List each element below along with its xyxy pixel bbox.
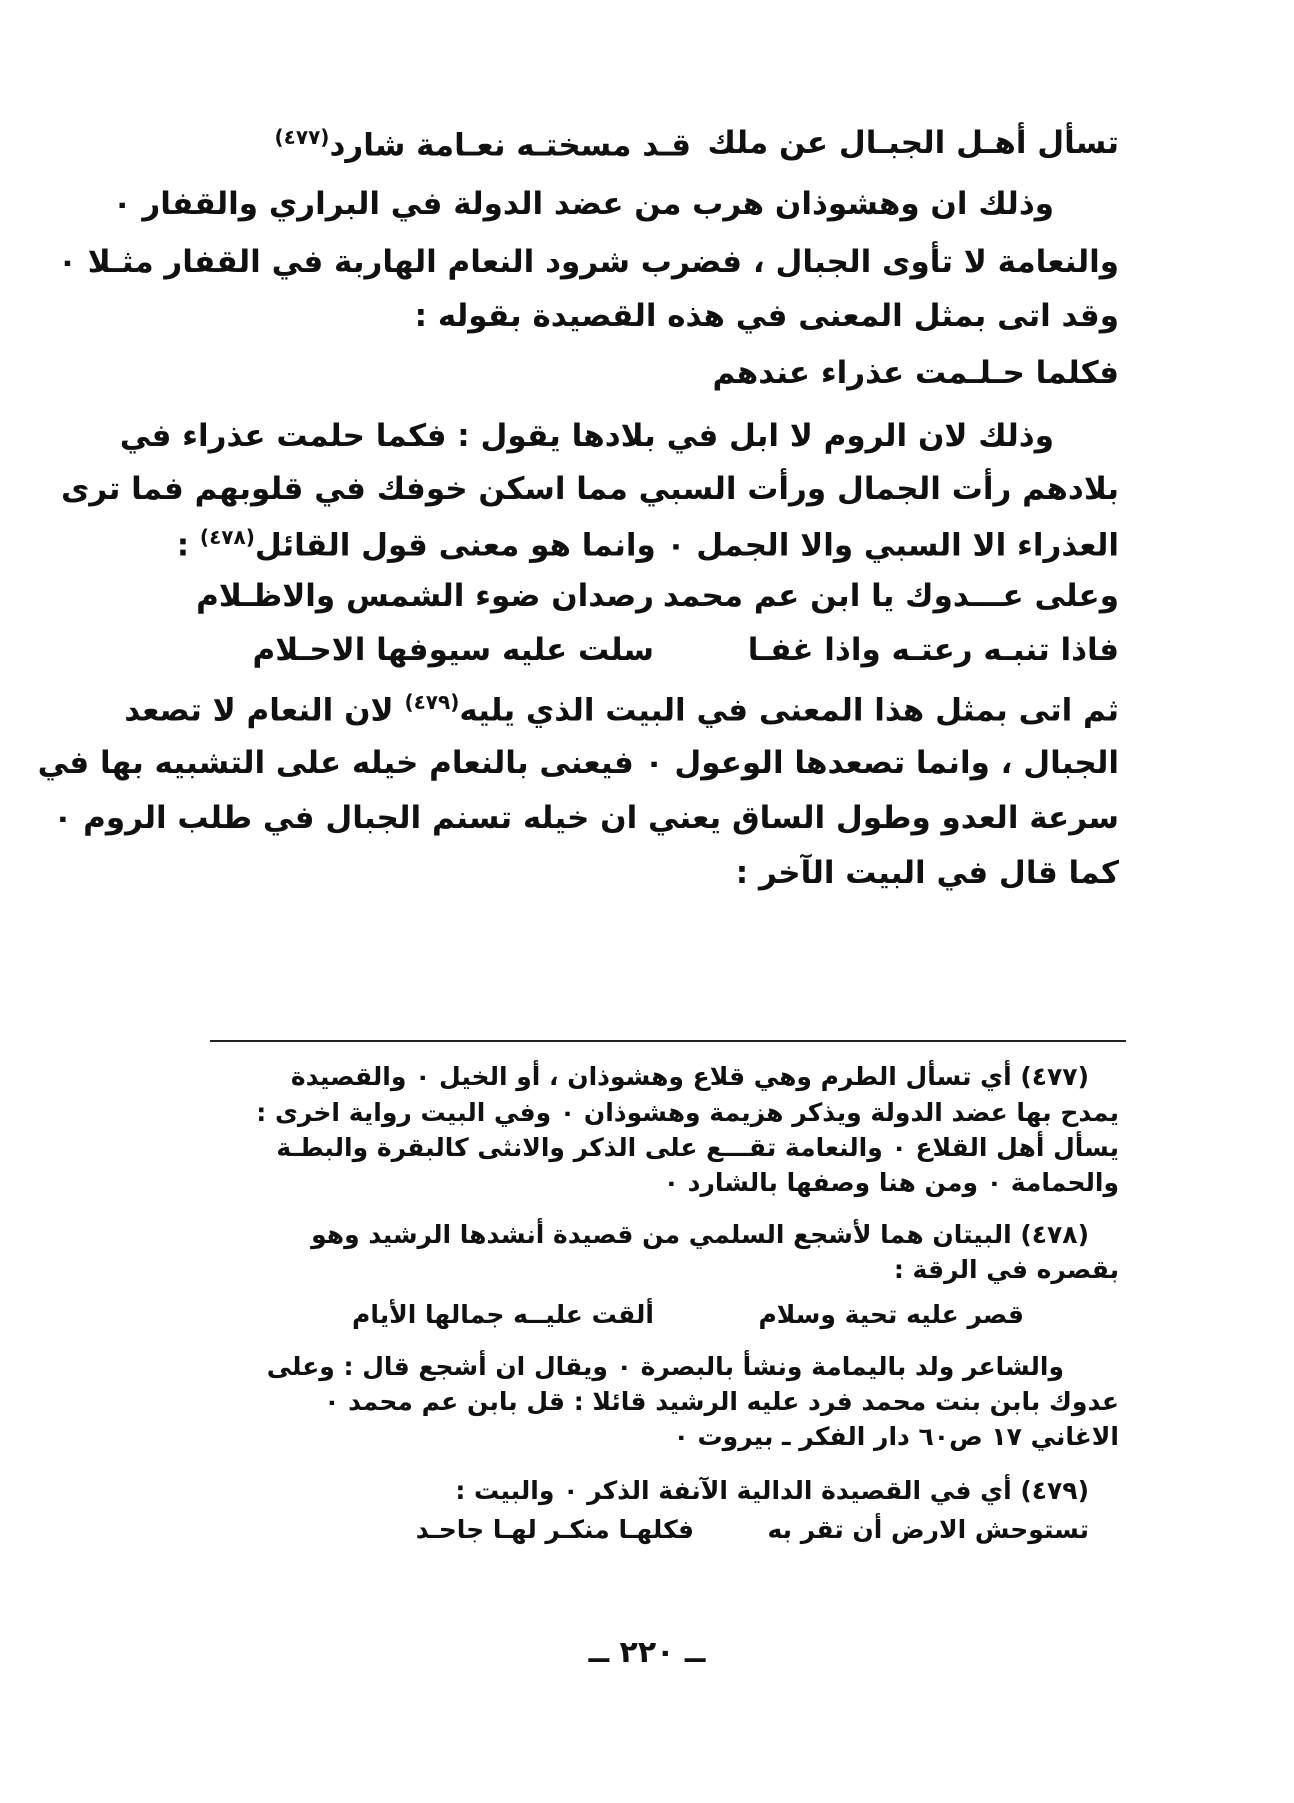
body-line: سرعة العدو وطول الساق يعني ان خيله تسنم الجبال في طلب الروم ٠ [53, 800, 1119, 836]
body-line: بلادهم رأت الجمال ورأت السبي مما اسكن خوفك في قلوبهم فما ترى [61, 471, 1119, 507]
body-line: وقد اتى بمثل المعنى في هذه القصيدة بقوله : [414, 298, 1119, 334]
footnote-ref-478: (٤٧٨) [199, 525, 255, 549]
footnote-479-verse-first: تستوحش الارض أن تقر به [767, 1515, 1089, 1544]
verse-quote: فكلما حـلـمت عذراء عندهم [712, 355, 1119, 391]
footnote-478-verse-first: قصر عليه تحية وسلام [758, 1300, 1024, 1329]
footnote-line: (٤٧٨) البيتان هما لأشجع السلمي من قصيدة أنشدها الرشيد وهو [311, 1220, 1089, 1249]
poem-478-line2-first: فاذا تنبـه رعتـه واذا غفـا [747, 632, 1119, 668]
body-line-479: ثم اتى بمثل هذا المعنى في البيت الذي يليه$^{(٤٧٩)}$ لان النعام لا تصعد [124, 690, 1119, 729]
page-number: ــ ٢٢٠ ــ [588, 1635, 706, 1670]
footnote-479-verse-second: فكلهـا منكـر لهـا جاحـد [415, 1515, 694, 1544]
footnote-478-verse-second: ألقت عليــه جمالها الأيام [352, 1300, 654, 1329]
body-line: كما قال في البيت الآخر : [735, 855, 1119, 891]
body-line: والنعامة لا تأوى الجبال ، فضرب شرود النعام الهاربة في القفار مثـلا ٠ [57, 244, 1119, 280]
body-line-478: العذراء الا السبي والا الجمل ٠ وانما هو معنى قول القائل$^{(٤٧٨)}$ : [176, 525, 1119, 564]
footnote-line: (٤٧٧) أي تسأل الطرم وهي قلاع وهشوذان ، أو الخيل ٠ والقصيدة [290, 1062, 1089, 1091]
body-line: وذلك ان وهشوذان هرب من عضد الدولة في البراري والقفار ٠ [112, 186, 1054, 222]
body-line: الجبال ، وانما تصعدها الوعول ٠ فيعنى بالنعام خيله على التشبيه بها في [37, 745, 1119, 781]
verse-477-first-hemistich: تسأل أهـل الجبـال عن ملك [707, 125, 1119, 161]
footnote-ref-479: (٤٧٩) [404, 690, 460, 714]
footnote-line: والحمامة ٠ ومن هنا وصفها بالشارد ٠ [663, 1168, 1119, 1197]
footnote-line: يمدح بها عضد الدولة ويذكر هزيمة وهشوذان ٠ وفي البيت رواية اخرى : [256, 1098, 1119, 1127]
footnote-line: الاغاني ١٧ ص٦٠ دار الفكر ـ بيروت ٠ [673, 1422, 1119, 1451]
verse-477-second-hemistich: قـد مسختـه نعـامة شارد$^{(٤٧٧)}$ [274, 125, 691, 164]
poem-478-line1-first: وعلى عـــدوك يا ابن عم محمد [662, 578, 1119, 614]
footnote-line: بقصره في الرقة : [893, 1255, 1119, 1284]
footnote-line: يسأل أهل القلاع ٠ والنعامة تقـــع على الذكر والانثى كالبقرة والبطـة [276, 1133, 1119, 1162]
poem-478-line2-second: سلت عليه سيوفها الاحـلام [252, 632, 654, 668]
body-line: وذلك لان الروم لا ابل في بلادها يقول : فكما حلمت عذراء في [119, 418, 1054, 454]
poem-478-line1-second: رصدان ضوء الشمس والاظـلام [196, 578, 654, 614]
footnote-separator [210, 1040, 1126, 1042]
footnote-ref-477: (٤٧٧) [274, 125, 330, 149]
footnote-line: عدوك بابن بنت محمد فرد عليه الرشيد قائلا : قل بابن عم محمد ٠ [324, 1387, 1119, 1416]
footnote-line: (٤٧٩) أي في القصيدة الدالية الآنفة الذكر ٠ والبيت : [455, 1476, 1089, 1505]
footnote-line: والشاعر ولد باليمامة ونشأ بالبصرة ٠ ويقال ان أشجع قال : وعلى [266, 1352, 1064, 1381]
